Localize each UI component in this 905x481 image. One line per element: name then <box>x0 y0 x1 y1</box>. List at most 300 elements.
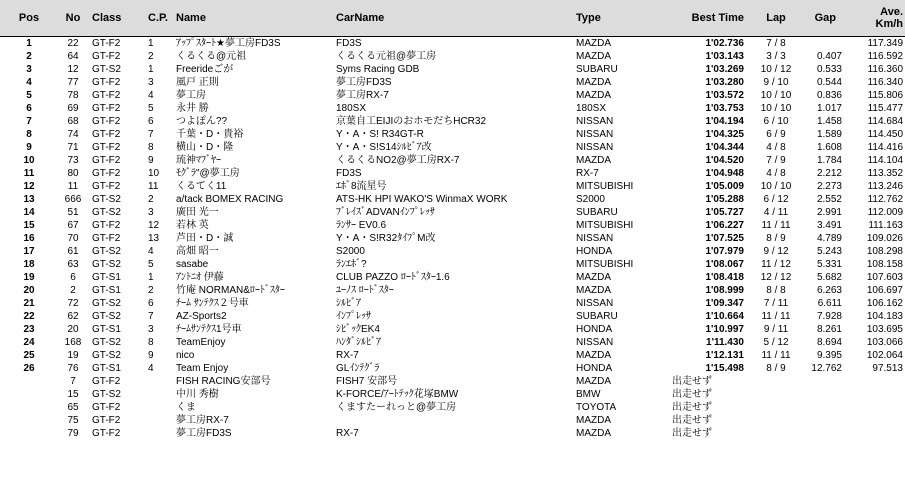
cell-class: GT-S1 <box>92 363 121 374</box>
cell-pos: 12 <box>23 181 35 192</box>
cell-gap: 6.611 <box>817 298 842 309</box>
cell-type: MAZDA <box>576 38 611 49</box>
cell-no: 62 <box>67 311 79 322</box>
cell-carname: ﾊﾝﾀﾞｼﾙﾋﾞｱ <box>336 337 381 348</box>
cell-best-time: 1'03.143 <box>705 51 744 62</box>
cell-cp: 4 <box>148 363 154 374</box>
cell-lap: 9 / 12 <box>763 246 789 257</box>
cell-name: ﾁｰﾑ ｻﾝﾃｸｽ２号車 <box>176 298 249 309</box>
cell-name: くるくる@元祖 <box>176 51 247 62</box>
cell-lap: 6 / 12 <box>763 194 789 205</box>
cell-best-time: 1'04.325 <box>705 129 744 140</box>
cell-average-speed: 107.603 <box>866 272 903 283</box>
cell-lap: 9 / 11 <box>763 324 789 335</box>
cell-carname: ｼﾙﾋﾞｱ <box>336 298 361 309</box>
cell-class: GT-F2 <box>92 155 121 166</box>
cell-best-time: 1'12.131 <box>705 350 744 361</box>
cell-carname: FD3S <box>336 168 362 179</box>
cell-lap <box>750 375 802 388</box>
cell-name: 夢工房FD3S <box>176 428 232 439</box>
cell-carname <box>336 414 576 427</box>
cell-name: 芦田・D・誠 <box>176 233 234 244</box>
cell-class: GT-F2 <box>92 90 121 101</box>
cell-pos <box>0 427 58 440</box>
cell-gap: 1.017 <box>816 103 842 114</box>
cell-type: NISSAN <box>576 129 614 140</box>
cell-carname: ﾌﾞﾚｲｽﾞADVANｲﾝﾌﾟﾚｯｻ <box>336 207 435 218</box>
cell-name: ﾁｰﾑｻﾝﾃｸｽ1号車 <box>176 324 242 335</box>
cell-lap: 10 / 10 <box>760 181 792 192</box>
cell-best-time: 1'04.194 <box>705 116 744 127</box>
cell-lap: 7 / 8 <box>766 38 786 49</box>
cell-average-speed: 115.806 <box>867 90 903 101</box>
cell-gap: 2.273 <box>816 181 842 192</box>
cell-gap: 3.491 <box>816 220 842 231</box>
cell-type: MITSUBISHI <box>576 259 634 270</box>
cell-class: GT-S2 <box>92 311 121 322</box>
cell-no: 77 <box>67 77 79 88</box>
header-name: Name <box>176 0 336 37</box>
cell-type: MAZDA <box>576 285 611 296</box>
header-cp: C.P. <box>144 0 176 37</box>
table-row <box>0 401 905 414</box>
cell-average-speed: 97.513 <box>872 363 903 374</box>
cell-class: GT-F2 <box>92 103 121 114</box>
cell-gap: 2.991 <box>816 207 842 218</box>
table-row <box>0 297 905 310</box>
cell-class: GT-F2 <box>92 142 121 153</box>
cell-class: GT-F2 <box>92 376 121 387</box>
cell-lap: 8 / 9 <box>766 233 786 244</box>
cell-carname: くるくるNO2@夢工房RX-7 <box>336 155 460 166</box>
table-row <box>0 115 905 128</box>
cell-no: 64 <box>67 51 79 62</box>
cell-class: GT-F2 <box>92 38 121 49</box>
cell-name: 琉神ﾏﾌﾞﾔｰ <box>176 155 221 166</box>
cell-no: 15 <box>67 389 79 400</box>
cell-carname: ATS-HK HPI WAKO'S WinmaX WORK <box>336 194 508 205</box>
cell-name: ｱｯﾌﾟｽﾀｰﾄ★夢工房FD3S <box>176 38 281 49</box>
cell-cp: 3 <box>148 77 154 88</box>
table-row <box>0 206 905 219</box>
table-row <box>0 427 905 440</box>
table-row <box>0 63 905 76</box>
cell-lap: 11 / 12 <box>761 259 791 270</box>
cell-pos: 17 <box>23 246 35 257</box>
cell-class: GT-F2 <box>92 233 121 244</box>
cell-average-speed: 114.450 <box>867 129 903 140</box>
cell-type: SUBARU <box>576 207 618 218</box>
cell-carname: 京葉自工EIJIのおホモだちHCR32 <box>336 116 487 127</box>
cell-lap <box>750 401 802 414</box>
cell-type: HONDA <box>576 363 613 374</box>
cell-no: 63 <box>67 259 79 270</box>
cell-type: MAZDA <box>576 415 611 426</box>
cell-cp <box>144 388 176 401</box>
cell-type: MAZDA <box>576 77 611 88</box>
cell-no: 67 <box>67 220 79 231</box>
cell-average-speed: 114.684 <box>867 116 903 127</box>
cell-best-time: 1'10.664 <box>705 311 744 322</box>
header-carname: CarName <box>336 0 576 37</box>
cell-type: SUBARU <box>576 311 618 322</box>
cell-best-time: 1'11.430 <box>706 337 744 348</box>
cell-lap: 9 / 10 <box>763 77 789 88</box>
table-row <box>0 37 905 51</box>
cell-name: nico <box>176 350 195 361</box>
header-average-speed <box>846 0 905 37</box>
cell-best-time: 1'03.269 <box>705 64 744 75</box>
cell-class: GT-S2 <box>92 207 121 218</box>
cell-average-speed <box>846 427 905 440</box>
cell-lap: 4 / 11 <box>763 207 789 218</box>
cell-gap: 5.243 <box>816 246 842 257</box>
cell-pos: 24 <box>23 337 35 348</box>
cell-no: 70 <box>67 233 79 244</box>
cell-best-time: 1'08.067 <box>705 259 744 270</box>
cell-lap: 12 / 12 <box>760 272 792 283</box>
cell-best-time: 1'03.753 <box>705 103 744 114</box>
cell-gap: 1.784 <box>816 155 842 166</box>
cell-lap: 8 / 9 <box>766 363 786 374</box>
cell-no: 72 <box>67 298 79 309</box>
cell-class: GT-F2 <box>92 116 121 127</box>
cell-no: 6 <box>70 272 76 283</box>
table-row <box>0 323 905 336</box>
cell-type: BMW <box>576 389 601 400</box>
cell-pos: 1 <box>26 38 32 49</box>
cell-cp: 4 <box>148 246 154 257</box>
cell-cp: 7 <box>148 129 154 140</box>
cell-average-speed <box>846 414 905 427</box>
cell-lap: 4 / 8 <box>766 142 786 153</box>
table-row <box>0 349 905 362</box>
table-row <box>0 50 905 63</box>
cell-gap: 0.544 <box>816 77 842 88</box>
cell-lap: 8 / 8 <box>766 285 786 296</box>
cell-type: NISSAN <box>576 142 614 153</box>
cell-type: MITSUBISHI <box>576 181 634 192</box>
cell-best-time: 1'03.572 <box>705 90 744 101</box>
table-row <box>0 128 905 141</box>
cell-average-speed <box>846 401 905 414</box>
cell-carname: ｲﾝﾌﾟﾚｯｻ <box>336 311 371 322</box>
table-row <box>0 141 905 154</box>
cell-carname: ｴﾎﾞ8流星号 <box>336 181 387 192</box>
cell-average-speed: 112.762 <box>867 194 903 205</box>
cell-cp: 5 <box>148 259 154 270</box>
header-row <box>0 0 905 37</box>
table-row <box>0 336 905 349</box>
cell-average-speed: 109.026 <box>866 233 903 244</box>
cell-best-time: 出走せず <box>672 389 712 400</box>
cell-gap <box>802 427 846 440</box>
cell-class: GT-S1 <box>92 285 121 296</box>
cell-cp: 1 <box>148 64 154 75</box>
cell-no: 61 <box>67 246 79 257</box>
cell-carname: くるくる元祖@夢工房 <box>336 51 437 62</box>
cell-average-speed: 113.352 <box>867 168 903 179</box>
cell-type: MAZDA <box>576 272 611 283</box>
cell-class: GT-F2 <box>92 220 121 231</box>
cell-name: ｱﾝﾄﾆｵ 伊藤 <box>176 272 224 283</box>
cell-carname: 180SX <box>336 103 367 114</box>
cell-cp: 8 <box>148 142 154 153</box>
cell-name: つよぽん?? <box>176 116 228 127</box>
cell-carname: RX-7 <box>336 350 359 361</box>
cell-type: NISSAN <box>576 116 614 127</box>
results-body <box>0 37 905 441</box>
cell-cp <box>144 414 176 427</box>
cell-pos: 9 <box>26 142 32 153</box>
cell-cp: 11 <box>148 181 159 192</box>
cell-cp: 3 <box>148 207 154 218</box>
table-row <box>0 154 905 167</box>
cell-gap: 1.589 <box>816 129 842 140</box>
cell-gap <box>802 37 846 51</box>
cell-cp <box>144 427 176 440</box>
cell-best-time: 1'08.418 <box>705 272 744 283</box>
cell-no: 75 <box>67 415 79 426</box>
cell-cp: 4 <box>148 90 154 101</box>
cell-carname: FD3S <box>336 38 362 49</box>
cell-gap: 2.552 <box>816 194 842 205</box>
header-avg-line2: Km/h <box>875 18 903 30</box>
cell-best-time: 1'08.999 <box>705 285 744 296</box>
cell-lap <box>750 388 802 401</box>
cell-cp: 9 <box>148 155 154 166</box>
cell-name: 高畑 昭一 <box>176 246 219 257</box>
table-row <box>0 375 905 388</box>
cell-pos: 11 <box>23 168 35 179</box>
header-no: No <box>58 0 88 37</box>
header-best-time: Best Time <box>662 0 750 37</box>
cell-name: 若林 英 <box>176 220 209 231</box>
cell-class: GT-S2 <box>92 337 121 348</box>
cell-type: MAZDA <box>576 155 611 166</box>
cell-no: 666 <box>64 194 82 205</box>
cell-best-time: 1'10.997 <box>705 324 744 335</box>
cell-name: ﾓｸﾞﾗ"@夢工房 <box>176 168 240 179</box>
cell-carname: RX-7 <box>336 428 359 439</box>
cell-cp: 6 <box>148 116 154 127</box>
cell-gap <box>802 414 846 427</box>
cell-type: NISSAN <box>576 337 614 348</box>
cell-gap: 5.682 <box>816 272 842 283</box>
cell-average-speed <box>846 388 905 401</box>
cell-no: 19 <box>67 350 79 361</box>
cell-carname: ﾕｰﾉｽ ﾛｰﾄﾞｽﾀｰ <box>336 285 394 296</box>
cell-average-speed: 108.298 <box>866 246 903 257</box>
cell-lap <box>750 427 802 440</box>
cell-cp: 5 <box>148 103 154 114</box>
cell-pos: 4 <box>26 77 32 88</box>
cell-type: MAZDA <box>576 376 611 387</box>
cell-no: 168 <box>64 337 82 348</box>
cell-lap: 10 / 10 <box>760 103 792 114</box>
cell-pos <box>0 401 58 414</box>
cell-gap <box>802 388 846 401</box>
cell-average-speed: 114.104 <box>867 155 903 166</box>
cell-lap: 11 / 11 <box>761 350 791 361</box>
cell-name: 永井 勝 <box>176 103 209 114</box>
cell-carname: ﾗﾝｴﾎﾞ? <box>336 259 367 270</box>
cell-no: 20 <box>67 324 79 335</box>
cell-type: 180SX <box>576 103 607 114</box>
cell-gap <box>802 375 846 388</box>
cell-type: MAZDA <box>576 90 611 101</box>
cell-cp: 3 <box>148 324 154 335</box>
cell-pos: 20 <box>23 285 35 296</box>
cell-cp: 9 <box>148 350 154 361</box>
table-row <box>0 310 905 323</box>
cell-lap: 11 / 11 <box>761 311 791 322</box>
cell-name: 風戸 正則 <box>176 77 219 88</box>
cell-name: Team Enjoy <box>176 363 229 374</box>
cell-best-time: 1'04.948 <box>705 168 744 179</box>
cell-gap: 8.261 <box>816 324 842 335</box>
cell-class: GT-S2 <box>92 259 121 270</box>
table-row <box>0 167 905 180</box>
cell-carname: GLｲﾝﾃｸﾞﾗ <box>336 363 380 374</box>
table-row <box>0 232 905 245</box>
cell-class: GT-F2 <box>92 402 121 413</box>
cell-no: 51 <box>67 207 79 218</box>
cell-lap: 11 / 11 <box>761 220 791 231</box>
cell-class: GT-S2 <box>92 298 121 309</box>
cell-gap: 7.928 <box>816 311 842 322</box>
cell-pos: 19 <box>23 272 35 283</box>
cell-type: TOYOTA <box>576 402 617 413</box>
cell-pos: 16 <box>23 233 35 244</box>
table-row <box>0 414 905 427</box>
cell-gap: 6.263 <box>816 285 842 296</box>
cell-name: FISH RACING安部号 <box>176 376 271 387</box>
cell-best-time: 出走せず <box>672 402 712 413</box>
cell-name: AZ-Sports2 <box>176 311 227 322</box>
cell-carname: FISH7 安部号 <box>336 376 398 387</box>
cell-average-speed: 106.697 <box>866 285 903 296</box>
cell-class: GT-F2 <box>92 77 121 88</box>
cell-no: 79 <box>67 428 79 439</box>
cell-average-speed: 104.183 <box>866 311 903 322</box>
cell-type: SUBARU <box>576 64 618 75</box>
cell-average-speed: 112.009 <box>867 207 903 218</box>
table-row <box>0 102 905 115</box>
header-avg-line1: Ave. <box>880 6 903 18</box>
cell-gap: 0.533 <box>816 64 842 75</box>
table-row <box>0 245 905 258</box>
cell-average-speed: 116.340 <box>867 77 903 88</box>
cell-class: GT-S2 <box>92 389 121 400</box>
cell-best-time: 1'07.979 <box>705 246 744 257</box>
cell-cp: 2 <box>148 194 154 205</box>
cell-carname: くますたーれっと@夢工房 <box>336 402 457 413</box>
cell-name: sasabe <box>176 259 209 270</box>
cell-best-time: 1'02.736 <box>705 38 744 49</box>
cell-gap: 4.789 <box>816 233 842 244</box>
cell-type: NISSAN <box>576 233 614 244</box>
cell-average-speed: 111.163 <box>868 220 903 231</box>
cell-best-time: 1'04.344 <box>705 142 744 153</box>
cell-pos: 10 <box>23 155 35 166</box>
cell-cp <box>144 375 176 388</box>
table-row <box>0 219 905 232</box>
cell-best-time: 1'06.227 <box>705 220 744 231</box>
cell-average-speed: 102.064 <box>866 350 903 361</box>
cell-best-time: 1'05.288 <box>705 194 744 205</box>
cell-pos <box>0 388 58 401</box>
cell-no: 11 <box>67 181 79 192</box>
cell-average-speed: 108.158 <box>866 259 903 270</box>
cell-carname: S2000 <box>336 246 365 257</box>
cell-pos: 2 <box>26 51 32 62</box>
cell-class: GT-F2 <box>92 181 121 192</box>
cell-best-time: 出走せず <box>672 376 712 387</box>
cell-cp: 10 <box>148 168 160 179</box>
header-gap: Gap <box>802 0 846 37</box>
cell-cp: 8 <box>148 337 154 348</box>
cell-lap: 4 / 8 <box>766 168 786 179</box>
cell-gap: 1.458 <box>816 116 842 127</box>
cell-type: S2000 <box>576 194 605 205</box>
cell-pos: 13 <box>23 194 35 205</box>
cell-pos: 6 <box>26 103 32 114</box>
cell-average-speed: 113.246 <box>867 181 903 192</box>
cell-pos: 25 <box>23 350 35 361</box>
table-row <box>0 193 905 206</box>
cell-lap: 10 / 10 <box>760 90 792 101</box>
cell-class: GT-F2 <box>92 428 121 439</box>
cell-lap: 6 / 10 <box>763 116 789 127</box>
cell-type: MAZDA <box>576 51 611 62</box>
cell-best-time: 1'05.727 <box>705 207 744 218</box>
cell-pos: 22 <box>23 311 35 322</box>
cell-carname: Y・A・S!R32ﾀｲﾌﾟM改 <box>336 233 436 244</box>
cell-no: 80 <box>67 168 79 179</box>
cell-cp: 12 <box>148 220 160 231</box>
cell-carname: CLUB PAZZO ﾛｰﾄﾞｽﾀｰ1.6 <box>336 272 450 283</box>
cell-gap: 0.836 <box>816 90 842 101</box>
cell-pos <box>0 414 58 427</box>
cell-cp <box>144 401 176 414</box>
header-class: Class <box>88 0 144 37</box>
header-type: Type <box>576 0 662 37</box>
cell-average-speed: 103.066 <box>866 337 903 348</box>
cell-carname: ﾗﾝｻｰ EV0.6 <box>336 220 387 231</box>
cell-class: GT-F2 <box>92 168 121 179</box>
cell-carname: K-FORCE/ｱｰﾄﾃｯｸ花塚BMW <box>336 389 459 400</box>
cell-lap: 3 / 3 <box>766 51 786 62</box>
cell-gap: 9.395 <box>816 350 842 361</box>
cell-pos: 14 <box>23 207 35 218</box>
cell-name: TeamEnjoy <box>176 337 226 348</box>
cell-average-speed: 103.695 <box>866 324 903 335</box>
cell-best-time: 出走せず <box>672 415 712 426</box>
cell-average-speed: 114.416 <box>867 142 903 153</box>
cell-carname: 夢工房FD3S <box>336 77 392 88</box>
cell-average-speed: 117.349 <box>867 38 903 49</box>
cell-no: 65 <box>67 402 79 413</box>
cell-carname: Y・A・S!S14ｼﾙﾋﾞｱ改 <box>336 142 432 153</box>
table-row <box>0 388 905 401</box>
cell-name: a/tack BOMEX RACING <box>176 194 284 205</box>
cell-best-time: 1'03.280 <box>705 77 744 88</box>
table-row <box>0 76 905 89</box>
cell-gap: 2.212 <box>816 168 842 179</box>
cell-no: 71 <box>67 142 79 153</box>
cell-no: 73 <box>67 155 79 166</box>
